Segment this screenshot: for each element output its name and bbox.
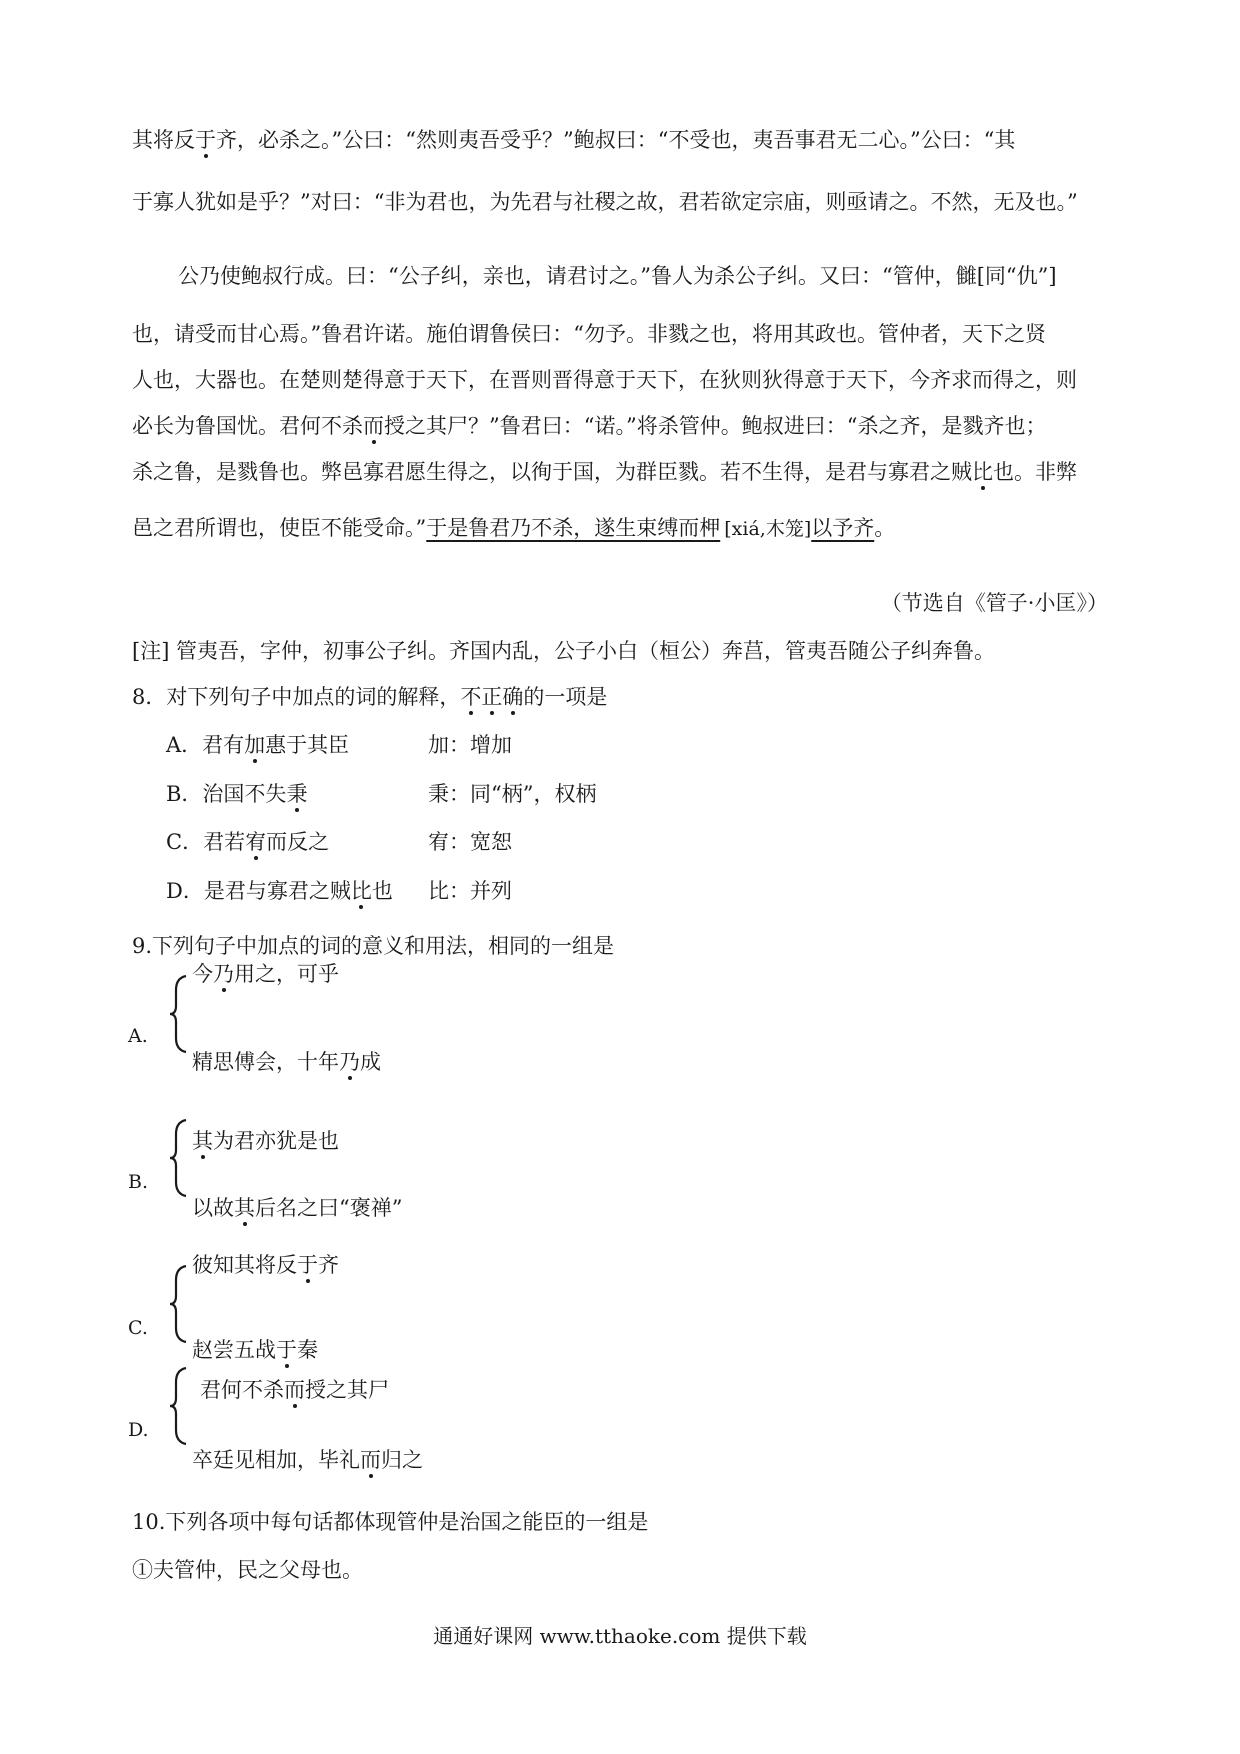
passage-note: [注] 管夷吾，字仲，初事公子纠。齐国内乱，公子小白（桓公）奔莒，管夷吾随公子纠奔鲁。 — [132, 639, 996, 663]
dotted-word: 乃 — [213, 962, 234, 986]
dotted-word: 乃 — [339, 1050, 360, 1074]
passage-line-3: 公乃使鲍叔行成。曰：“公子纠，亲也，请君讨之。”鲁人为杀公子纠。又曰：“管仲，雠[同“仇”] — [178, 264, 1057, 288]
q9-option-b-letter: B. — [128, 1171, 149, 1193]
q9-c-sentence-1: 彼知其将反于齐 — [192, 1253, 339, 1277]
brace-icon — [168, 1118, 190, 1198]
passage-line-2: 于寡人犹如是乎？”对曰：“非为君也，为先君与社稷之故，君若欲定宗庙，则亟请之。不然，无及也。” — [132, 190, 1078, 214]
q10-item-1: ①夫管仲，民之父母也。 — [132, 1558, 363, 1582]
dotted-word: 比 — [972, 460, 993, 484]
dotted-word: 而 — [360, 1448, 381, 1472]
passage-line-6: 必长为鲁国忧。君何不杀而授之其尸？”鲁君曰：“诺。”将杀管仲。鲍叔进曰：“杀之齐，是戮齐也； — [132, 414, 1047, 438]
dotted-word: 而 — [363, 414, 384, 438]
q8-option-b: B．治国不失秉 — [166, 782, 308, 806]
dotted-word: 确 — [502, 685, 524, 709]
brace-icon — [168, 974, 190, 1054]
dotted-word: 于 — [276, 1338, 297, 1362]
q9-stem: 9.下列句子中加点的词的意义和用法，相同的一组是 — [132, 934, 615, 958]
brace-icon — [168, 1366, 190, 1446]
dotted-word: 于 — [195, 128, 216, 152]
dotted-word: 而 — [284, 1378, 305, 1402]
q9-option-d-letter: D. — [128, 1419, 149, 1441]
underlined-sentence: 于是鲁君乃不杀，遂生束缚而柙 — [426, 516, 721, 540]
q9-option-a-letter: A. — [128, 1025, 148, 1047]
passage-line-4: 也，请受而甘心焉。”鲁君许诺。施伯谓鲁侯曰：“勿予。非戮之也，将用其政也。管仲者，天下之贤 — [132, 322, 1046, 346]
q8-option-c-gloss: 宥：宽恕 — [428, 830, 512, 854]
dotted-word: 秉 — [286, 782, 308, 806]
passage-line-5: 人也，大器也。在楚则楚得意于天下，在晋则晋得意于天下，在狄则狄得意于天下，今齐求而得之，则 — [132, 368, 1077, 392]
q9-b-sentence-1: 其为君亦犹是也 — [192, 1129, 339, 1153]
q8-option-b-gloss: 秉：同“柄”，权柄 — [428, 782, 597, 806]
q8-option-d-gloss: 比：并列 — [428, 879, 512, 903]
dotted-word: 正 — [481, 685, 503, 709]
q9-c-sentence-2: 赵尝五战于秦 — [192, 1338, 318, 1362]
q9-a-sentence-2: 精思傅会，十年乃成 — [192, 1050, 381, 1074]
underlined-sentence: 以予齐 — [811, 516, 875, 540]
passage-line-1: 其将反于齐，必杀之。”公曰：“然则夷吾受乎？”鲍叔曰：“不受也，夷吾事君无二心。”公曰：“其 — [132, 128, 1016, 152]
brace-icon — [168, 1264, 190, 1344]
q8-option-c: C．君若宥而反之 — [166, 830, 330, 854]
passage-line-8: 邑之君所谓也，使臣不能受命。”于是鲁君乃不杀，遂生束缚而柙 [xiá,木笼]以予齐。 — [132, 516, 896, 540]
dotted-word: 比 — [350, 879, 372, 903]
q10-stem: 10.下列各项中每句话都体现管仲是治国之能臣的一组是 — [132, 1510, 649, 1534]
q8-option-a-gloss: 加：增加 — [428, 733, 512, 757]
q9-d-sentence-2: 卒廷见相加，毕礼而归之 — [192, 1448, 423, 1472]
annotation: [xiá,木笼] — [724, 518, 812, 540]
q9-a-sentence-1: 今乃用之，可乎 — [192, 962, 339, 986]
q9-option-c-letter: C. — [128, 1317, 148, 1339]
q8-stem: 8．对下列句子中加点的词的解释，不正确的一项是 — [132, 685, 608, 709]
q8-option-a: A．君有加惠于其臣 — [166, 733, 350, 757]
dotted-word: 其 — [192, 1129, 213, 1153]
page-footer: 通通好课网 www.tthaoke.com 提供下载 — [433, 1624, 807, 1648]
dotted-word: 于 — [297, 1253, 318, 1277]
dotted-word: 不 — [460, 685, 482, 709]
dotted-word: 其 — [234, 1196, 255, 1220]
dotted-word: 宥 — [245, 830, 267, 854]
dotted-word: 加 — [244, 733, 266, 757]
q9-d-sentence-1: 君何不杀而授之其尸 — [200, 1378, 389, 1402]
passage-line-7: 杀之鲁，是戮鲁也。弊邑寡君愿生得之，以徇于国，为群臣戮。若不生得，是君与寡君之贼比也。非弊 — [132, 460, 1077, 484]
q8-option-d: D．是君与寡君之贼比也 — [166, 879, 393, 903]
q9-b-sentence-2: 以故其后名之曰“褒禅” — [192, 1196, 403, 1220]
passage-source: （节选自《管子·小匡》） — [880, 591, 1108, 615]
